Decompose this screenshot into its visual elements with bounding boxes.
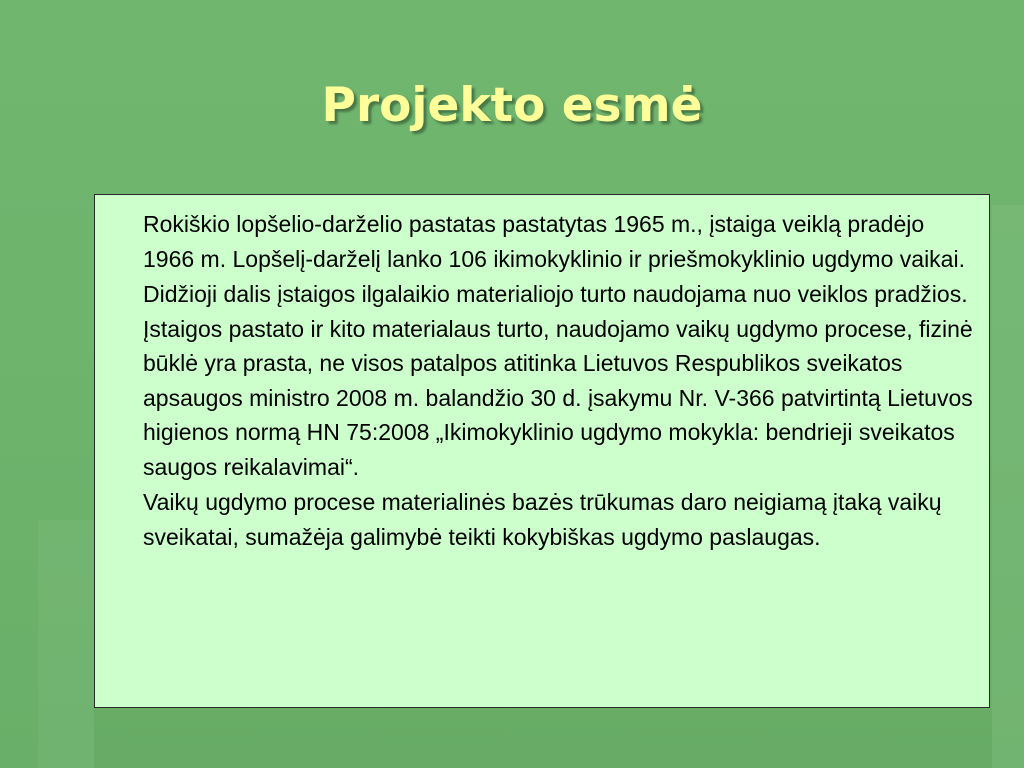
paragraph-building-history: Rokiškio lopšelio-darželio pastatas pastatytas 1965 m., įstaiga veiklą pradėjo 1966 m. Lopšelį-darželį lanko 106 ikimokyklinio ir priešmokyklinio ugdymo vaikai. xyxy=(143,211,965,272)
paragraph-impact-on-children: Vaikų ugdymo procese materialinės bazės trūkumas daro neigiamą įtaką vaikų sveikatai, sumažėja galimybė teikti kokybiškas ugdymo paslaugas. xyxy=(143,489,942,550)
background-band-bottom xyxy=(94,709,992,768)
paragraph-material-condition: Didžioji dalis įstaigos ilgalaikio materialiojo turto naudojama nuo veiklos pradžios. Įstaigos pastato ir kito materialaus turto, naudojamo vaikų ugdymo procese, fizinė būklė yra prasta, ne visos patalpos atitinka Lietuvos Respublikos sveikatos apsaugos ministro 2008 m. balandžio 30 d. įsakymu Nr. V-366 patvirtintą Lietuvos higienos normą HN 75:2008 „Ikimokyklinio ugdymo mokykla: bendrieji sveikatos saugos reikalavimai“. xyxy=(143,281,973,480)
background-band-left xyxy=(38,520,94,768)
background-band-right xyxy=(992,205,1024,768)
content-text-box xyxy=(94,194,990,708)
slide-title: Projekto esmė xyxy=(321,78,703,133)
